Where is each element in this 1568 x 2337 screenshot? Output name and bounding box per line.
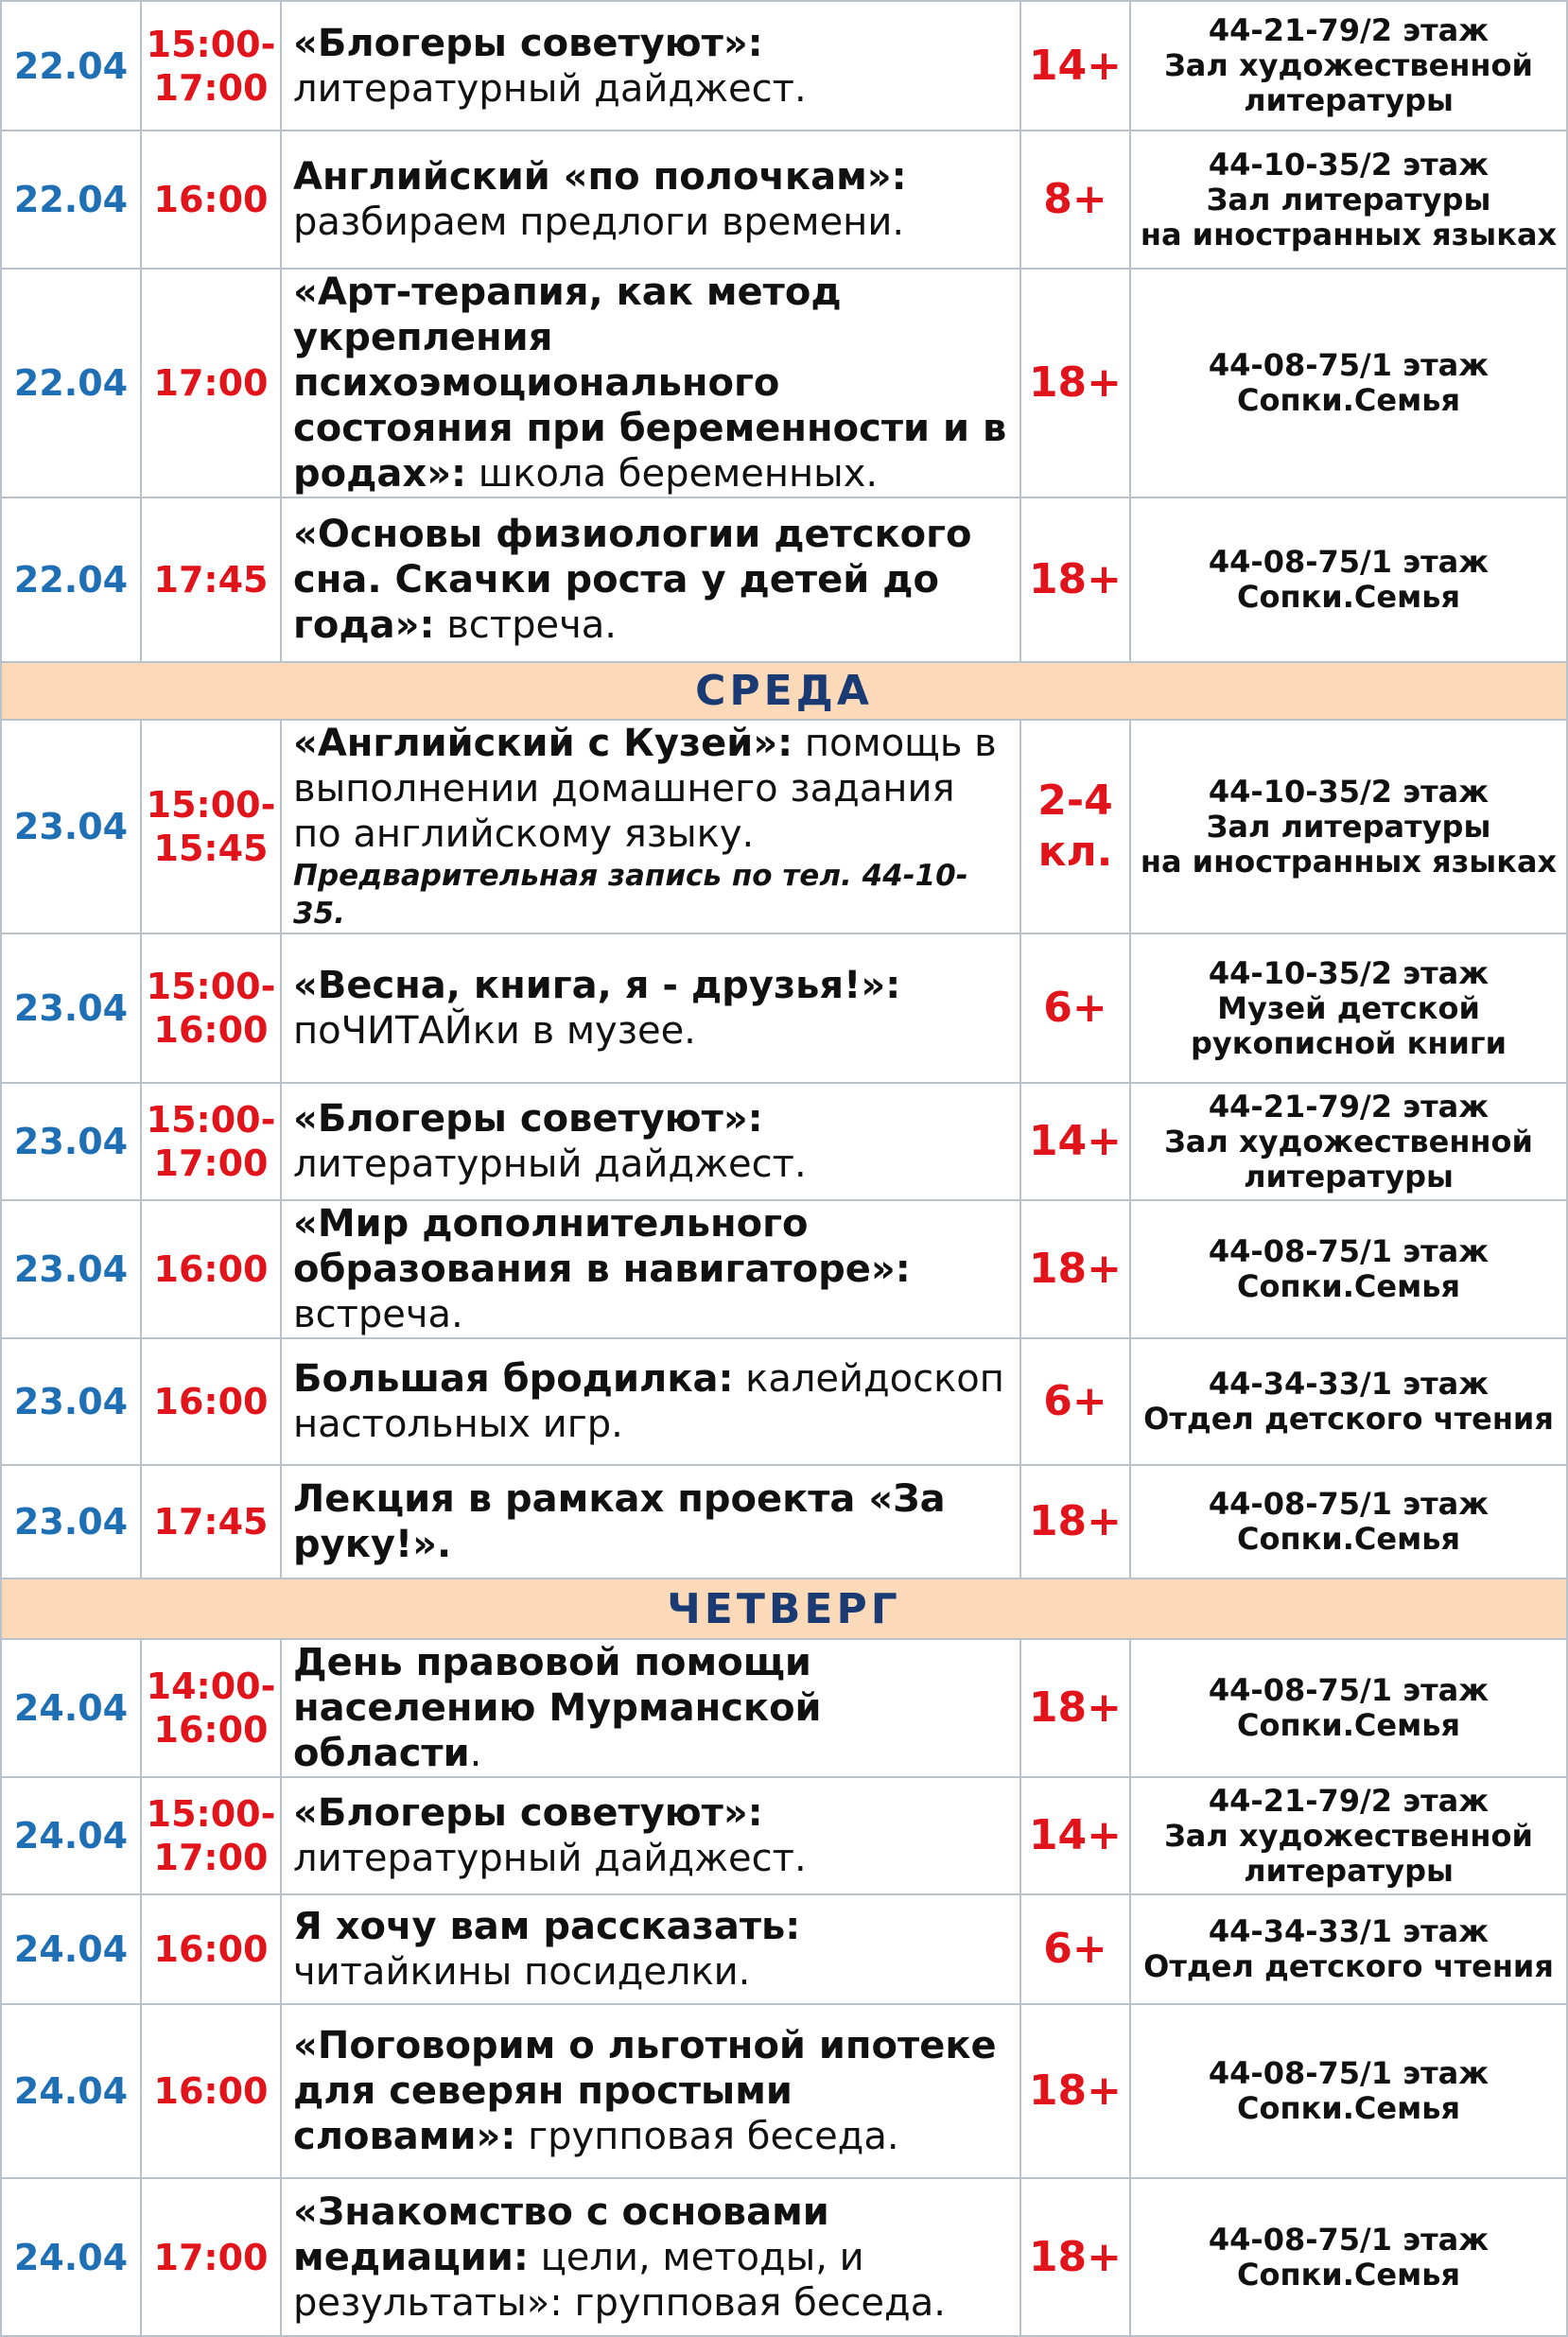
event-desc: . <box>469 1732 482 1775</box>
event-place-line: 44-08-75/1 этаж <box>1208 1233 1490 1269</box>
event-place-line: Музей детской <box>1217 989 1480 1026</box>
event-age: 14+ <box>1020 1 1130 131</box>
event-age: 6+ <box>1020 1338 1130 1465</box>
table-row <box>1 269 1567 497</box>
event-time-line: 15:00- <box>146 966 276 1007</box>
event-date: 23.04 <box>1 933 141 1083</box>
event-place-line: рукописной книги <box>1190 1024 1507 1061</box>
event-time-line: 15:00- <box>146 784 276 826</box>
event-time <box>141 1639 281 1777</box>
event-place-line: 44-10-35/2 этаж <box>1208 954 1490 991</box>
day-header-row <box>1 1578 1567 1639</box>
table-row <box>1 1083 1567 1200</box>
event-place-line: Сопки.Семья <box>1237 2090 1460 2126</box>
event-date: 24.04 <box>1 1777 141 1894</box>
event-place <box>1130 1777 1567 1894</box>
event-place-line: 44-21-79/2 этаж <box>1208 1088 1490 1125</box>
event-time-line: 17:00 <box>153 1837 269 1878</box>
event-time-line: 17:45 <box>153 559 269 601</box>
table-row <box>1 1777 1567 1894</box>
event-note: Предварительная запись по тел. 44-10-35. <box>293 859 968 931</box>
event-desc: цели, методы, и результаты»: групповая беседа. <box>293 2235 946 2325</box>
event-time-line: 17:00 <box>153 66 269 109</box>
event-date: 23.04 <box>1 1465 141 1578</box>
event-title: Большая бродилка: <box>293 1357 734 1401</box>
event-time <box>141 1083 281 1200</box>
event-place <box>1130 497 1567 662</box>
event-place-line: 44-08-75/1 этаж <box>1208 347 1490 383</box>
event-age: 6+ <box>1020 1894 1130 2004</box>
event-age: 18+ <box>1020 1639 1130 1777</box>
event-place <box>1130 1083 1567 1200</box>
event-desc: разбираем предлоги времени. <box>293 201 905 244</box>
event-date: 22.04 <box>1 497 141 662</box>
table-row <box>1 497 1567 662</box>
event-title: Лекция в рамках проекта «За руку!». <box>293 1477 946 1566</box>
event-place-line: Сопки.Семья <box>1237 382 1460 418</box>
day-header: ЧЕТВЕРГ <box>1 1578 1567 1639</box>
event-date: 23.04 <box>1 1200 141 1338</box>
event-time <box>141 933 281 1083</box>
event-time-line: 15:45 <box>153 828 269 869</box>
event-place-line: 44-08-75/1 этаж <box>1208 1486 1490 1522</box>
event-date: 24.04 <box>1 1894 141 2004</box>
event-title: «Мир дополнительного образования в навигаторе»: <box>293 1202 911 1291</box>
event-age: 6+ <box>1020 933 1130 1083</box>
event-age: 14+ <box>1020 1777 1130 1894</box>
event-place-line: 44-21-79/2 этаж <box>1208 12 1490 48</box>
event-desc: встреча. <box>434 603 617 647</box>
event-place-line: на иностранных языках <box>1140 216 1558 253</box>
event-description <box>281 497 1020 662</box>
event-desc: помощь в выполнении домашнего задания по английскому языку. <box>293 722 997 856</box>
event-time-line: 17:00 <box>153 2236 269 2278</box>
event-time <box>141 1465 281 1578</box>
event-time <box>141 497 281 662</box>
event-description <box>281 933 1020 1083</box>
event-time-line: 16:00 <box>153 179 269 220</box>
event-place <box>1130 1894 1567 2004</box>
event-time <box>141 1 281 131</box>
event-title: Я хочу вам рассказать: <box>293 1905 801 1948</box>
event-place <box>1130 2178 1567 2336</box>
table-row <box>1 2178 1567 2336</box>
event-place-line: 44-08-75/1 этаж <box>1208 2055 1490 2091</box>
event-place-line: 44-08-75/1 этаж <box>1208 2221 1490 2258</box>
event-time-line: 16:00 <box>153 1928 269 1970</box>
event-place <box>1130 2004 1567 2178</box>
event-place <box>1130 1338 1567 1465</box>
event-description <box>281 1083 1020 1200</box>
event-title: «Блогеры советуют»: <box>293 21 763 65</box>
event-place <box>1130 269 1567 497</box>
event-title: «Арт-терапия, как метод укрепления психоэмоционального состояния при беременности и в родах»: <box>293 270 1007 496</box>
event-time-line: 16:00 <box>153 1009 269 1051</box>
table-row <box>1 131 1567 269</box>
event-description <box>281 1639 1020 1777</box>
event-description <box>281 1894 1020 2004</box>
event-time-line: 16:00 <box>153 2070 269 2112</box>
event-place <box>1130 933 1567 1083</box>
event-place <box>1130 720 1567 933</box>
event-desc: групповая беседа. <box>515 2115 899 2158</box>
event-place-line: 44-21-79/2 этаж <box>1208 1782 1490 1819</box>
event-place-line: Сопки.Семья <box>1237 1268 1460 1304</box>
event-date: 23.04 <box>1 720 141 933</box>
event-title: «Английский с Кузей»: <box>293 722 793 765</box>
event-place-line: 44-08-75/1 этаж <box>1208 1672 1490 1708</box>
event-age: 18+ <box>1020 269 1130 497</box>
event-title: «Блогеры советуют»: <box>293 1791 763 1835</box>
event-place-line: Сопки.Семья <box>1237 1707 1460 1743</box>
event-desc: школа беременных. <box>466 452 879 496</box>
event-place-line: Отдел детского чтения <box>1143 1401 1554 1437</box>
event-time <box>141 269 281 497</box>
event-place-line: Зал художественной <box>1164 1123 1533 1160</box>
table-row <box>1 1465 1567 1578</box>
event-time-line: 16:00 <box>153 1709 269 1751</box>
event-time-line: 15:00- <box>146 1793 276 1835</box>
event-time <box>141 1894 281 2004</box>
event-time <box>141 720 281 933</box>
event-time-line: 15:00- <box>146 23 276 65</box>
event-place <box>1130 131 1567 269</box>
event-age: 8+ <box>1020 131 1130 269</box>
event-place-line: литературы <box>1244 82 1454 118</box>
event-description <box>281 720 1020 933</box>
event-description <box>281 1465 1020 1578</box>
event-place-line: Отдел детского чтения <box>1143 1948 1554 1984</box>
event-place-line: Зал литературы <box>1206 181 1491 218</box>
event-title: «Блогеры советуют»: <box>293 1097 763 1141</box>
table-row <box>1 2004 1567 2178</box>
event-desc: поЧИТАЙки в музее. <box>293 1009 696 1053</box>
event-place-line: литературы <box>1244 1158 1454 1195</box>
event-title: «Основы физиологии детского сна. Скачки роста у детей до года»: <box>293 513 972 647</box>
event-description <box>281 1200 1020 1338</box>
event-date: 22.04 <box>1 269 141 497</box>
event-title: «Поговорим о льготной ипотеке для северян простыми словами»: <box>293 2024 997 2158</box>
event-time-line: 16:00 <box>153 1381 269 1422</box>
table-row <box>1 1200 1567 1338</box>
event-time-line: 17:00 <box>153 362 269 404</box>
event-date: 24.04 <box>1 2178 141 2336</box>
event-title: «Знакомство с основами медиации: <box>293 2189 829 2279</box>
event-description <box>281 1338 1020 1465</box>
event-date: 22.04 <box>1 1 141 131</box>
event-age: 18+ <box>1020 2004 1130 2178</box>
event-description <box>281 2004 1020 2178</box>
event-place-line: Зал художественной <box>1164 1817 1533 1854</box>
event-place-line: литературы <box>1244 1852 1454 1889</box>
event-place <box>1130 1200 1567 1338</box>
event-time <box>141 2178 281 2336</box>
event-date: 22.04 <box>1 131 141 269</box>
event-place <box>1130 1465 1567 1578</box>
event-time <box>141 1338 281 1465</box>
event-time-line: 17:45 <box>153 1501 269 1543</box>
event-date: 23.04 <box>1 1083 141 1200</box>
event-desc: литературный дайджест. <box>293 66 807 111</box>
event-desc: читайкины посиделки. <box>293 1950 751 1994</box>
event-place-line: Сопки.Семья <box>1237 2256 1460 2293</box>
event-title: «Весна, книга, я - друзья!»: <box>293 964 901 1007</box>
event-date: 24.04 <box>1 1639 141 1777</box>
event-place-line: Зал художественной <box>1164 47 1533 83</box>
event-place-line: 44-34-33/1 этаж <box>1208 1913 1490 1949</box>
event-time-line: 15:00- <box>146 1099 276 1141</box>
event-time <box>141 1777 281 1894</box>
event-title: День правовой помощи населению Мурманской области <box>293 1641 822 1775</box>
event-age: 18+ <box>1020 1465 1130 1578</box>
event-age: 18+ <box>1020 2178 1130 2336</box>
event-age: 18+ <box>1020 1200 1130 1338</box>
event-time <box>141 131 281 269</box>
table-row <box>1 1894 1567 2004</box>
event-age: 14+ <box>1020 1083 1130 1200</box>
event-title: Английский «по полочкам»: <box>293 155 907 199</box>
event-place-line: 44-10-35/2 этаж <box>1208 773 1490 810</box>
event-desc: встреча. <box>293 1293 463 1336</box>
event-time-line: 14:00- <box>146 1666 276 1707</box>
day-header: СРЕДА <box>1 662 1567 720</box>
event-description <box>281 131 1020 269</box>
event-description <box>281 1777 1020 1894</box>
event-place <box>1130 1639 1567 1777</box>
table-row <box>1 1 1567 131</box>
event-desc: литературный дайджест. <box>293 1837 807 1880</box>
event-place <box>1130 1 1567 131</box>
event-place-line: Сопки.Семья <box>1237 1521 1460 1557</box>
event-time-line: 16:00 <box>153 1248 269 1290</box>
table-row <box>1 720 1567 933</box>
table-row <box>1 1338 1567 1465</box>
table-row <box>1 1639 1567 1777</box>
event-time-line: 17:00 <box>153 1142 269 1184</box>
event-place-line: 44-34-33/1 этаж <box>1208 1366 1490 1402</box>
event-time <box>141 2004 281 2178</box>
schedule-body <box>1 1 1567 2336</box>
event-desc: калейдоскоп настольных игр. <box>293 1357 1004 1446</box>
event-place-line: 44-08-75/1 этаж <box>1208 544 1490 580</box>
event-time <box>141 1200 281 1338</box>
day-header-row <box>1 662 1567 720</box>
event-date: 23.04 <box>1 1338 141 1465</box>
event-date: 24.04 <box>1 2004 141 2178</box>
event-age: 2-4 кл. <box>1020 720 1130 933</box>
event-description <box>281 2178 1020 2336</box>
event-desc: литературный дайджест. <box>293 1142 807 1186</box>
event-description <box>281 1 1020 131</box>
event-place-line: Сопки.Семья <box>1237 579 1460 615</box>
event-description <box>281 269 1020 497</box>
event-place-line: Зал литературы <box>1206 808 1491 845</box>
event-age: 18+ <box>1020 497 1130 662</box>
table-row <box>1 933 1567 1083</box>
event-place-line: 44-10-35/2 этаж <box>1208 146 1490 183</box>
event-place-line: на иностранных языках <box>1140 843 1558 880</box>
